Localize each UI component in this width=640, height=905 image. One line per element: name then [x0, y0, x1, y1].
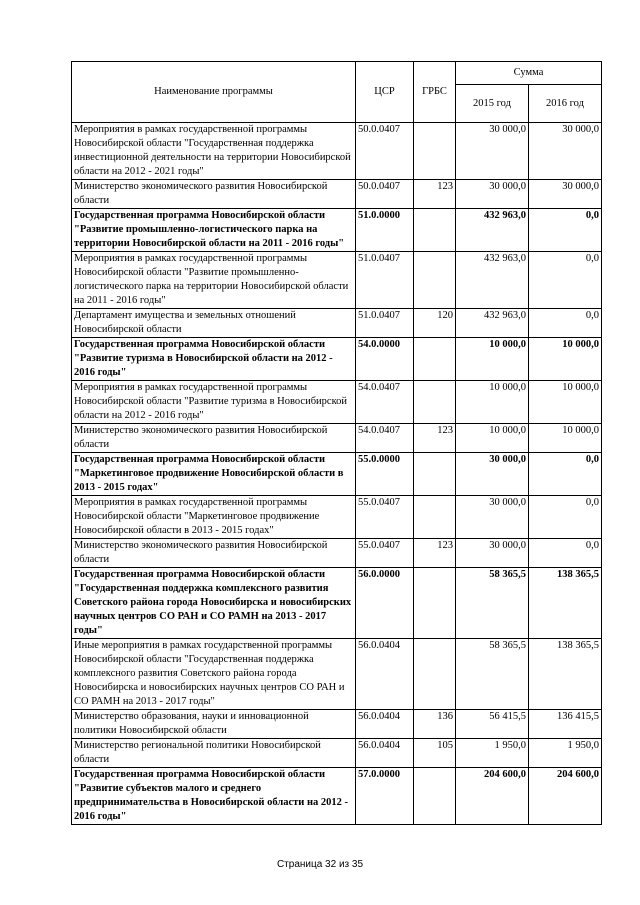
page-number: Страница 32 из 35: [276, 859, 364, 870]
cell-sum-2016: 10 000,0: [529, 381, 602, 424]
cell-program-name: Государственная программа Новосибирской области "Маркетинговое продвижение Новосибирской области в 2013 - 2015 годах": [72, 453, 356, 496]
cell-program-name: Министерство экономического развития Новосибирской области: [72, 424, 356, 453]
table-row: [72, 209, 602, 252]
cell-grbs: [414, 381, 456, 424]
header-csr: ЦСР: [356, 62, 414, 123]
cell-sum-2015: 30 000,0: [456, 453, 529, 496]
cell-program-name: Иные мероприятия в рамках государственной программы Новосибирской области "Государственная поддержка комплексного развития Советского района города Новосибирска и новосибирских научных центров СО РАН и СО РАМН на 2013 - 2017 годы": [72, 639, 356, 710]
table-row: [72, 568, 602, 639]
budget-table: [71, 61, 602, 825]
cell-grbs: [414, 338, 456, 381]
cell-csr: 50.0.0407: [356, 123, 414, 180]
header-grbs: ГРБС: [414, 62, 456, 123]
cell-program-name: Департамент имущества и земельных отношений Новосибирской области: [72, 309, 356, 338]
cell-sum-2016: 10 000,0: [529, 338, 602, 381]
cell-grbs: [414, 568, 456, 639]
cell-sum-2015: 58 365,5: [456, 639, 529, 710]
cell-sum-2015: 204 600,0: [456, 768, 529, 825]
cell-sum-2016: 0,0: [529, 309, 602, 338]
cell-grbs: 123: [414, 539, 456, 568]
cell-csr: 55.0.0407: [356, 496, 414, 539]
cell-grbs: [414, 123, 456, 180]
table-row: [72, 123, 602, 180]
cell-grbs: [414, 639, 456, 710]
cell-csr: 54.0.0407: [356, 424, 414, 453]
table-row: [72, 338, 602, 381]
cell-sum-2016: 0,0: [529, 209, 602, 252]
cell-sum-2016: 138 365,5: [529, 639, 602, 710]
cell-sum-2016: 1 950,0: [529, 739, 602, 768]
cell-program-name: Министерство экономического развития Новосибирской области: [72, 180, 356, 209]
cell-grbs: 123: [414, 424, 456, 453]
cell-sum-2016: 10 000,0: [529, 424, 602, 453]
cell-grbs: [414, 453, 456, 496]
cell-sum-2016: 30 000,0: [529, 123, 602, 180]
cell-program-name: Министерство региональной политики Новосибирской области: [72, 739, 356, 768]
cell-sum-2016: 0,0: [529, 539, 602, 568]
table-row: [72, 453, 602, 496]
cell-program-name: Мероприятия в рамках государственной программы Новосибирской области "Развитие промышленно-логистического парка на территории Новосибирской области на 2011 - 2016 годы": [72, 252, 356, 309]
cell-sum-2015: 1 950,0: [456, 739, 529, 768]
cell-sum-2016: 204 600,0: [529, 768, 602, 825]
cell-csr: 54.0.0407: [356, 381, 414, 424]
cell-grbs: 120: [414, 309, 456, 338]
cell-sum-2016: 30 000,0: [529, 180, 602, 209]
cell-csr: 56.0.0000: [356, 568, 414, 639]
cell-csr: 56.0.0404: [356, 639, 414, 710]
cell-sum-2015: 56 415,5: [456, 710, 529, 739]
cell-csr: 56.0.0404: [356, 710, 414, 739]
cell-sum-2015: 10 000,0: [456, 381, 529, 424]
cell-program-name: Государственная программа Новосибирской области "Развитие субъектов малого и среднего предпринимательства в Новосибирской области на 2012 - 2016 годы": [72, 768, 356, 825]
header-sum: Сумма: [456, 62, 602, 85]
cell-grbs: [414, 252, 456, 309]
cell-sum-2015: 10 000,0: [456, 338, 529, 381]
cell-grbs: 123: [414, 180, 456, 209]
cell-csr: 51.0.0000: [356, 209, 414, 252]
cell-grbs: [414, 209, 456, 252]
cell-csr: 56.0.0404: [356, 739, 414, 768]
cell-sum-2015: 30 000,0: [456, 539, 529, 568]
cell-grbs: 136: [414, 710, 456, 739]
cell-sum-2016: 0,0: [529, 252, 602, 309]
cell-sum-2015: 432 963,0: [456, 209, 529, 252]
header-program-name: Наименование программы: [72, 62, 356, 123]
cell-csr: 51.0.0407: [356, 252, 414, 309]
table-row: [72, 539, 602, 568]
table-row: [72, 381, 602, 424]
cell-program-name: Мероприятия в рамках государственной программы Новосибирской области "Маркетинговое продвижение Новосибирской области в 2013 - 2015 годах": [72, 496, 356, 539]
cell-csr: 55.0.0000: [356, 453, 414, 496]
cell-sum-2015: 58 365,5: [456, 568, 529, 639]
table-row: [72, 768, 602, 825]
cell-csr: 55.0.0407: [356, 539, 414, 568]
cell-sum-2016: 136 415,5: [529, 710, 602, 739]
cell-sum-2015: 30 000,0: [456, 123, 529, 180]
cell-grbs: 105: [414, 739, 456, 768]
cell-program-name: Государственная программа Новосибирской области "Государственная поддержка комплексного развития Советского района города Новосибирска и новосибирских научных центров СО РАН и СО РАМН на 2013 - 2017 годы": [72, 568, 356, 639]
table-row: [72, 252, 602, 309]
cell-sum-2015: 432 963,0: [456, 252, 529, 309]
cell-program-name: Мероприятия в рамках государственной программы Новосибирской области "Развитие туризма в Новосибирской области на 2012 - 2016 годы": [72, 381, 356, 424]
cell-program-name: Мероприятия в рамках государственной программы Новосибирской области "Государственная поддержка инвестиционной деятельности на территории Новосибирской области на 2012 - 2021 годы": [72, 123, 356, 180]
cell-sum-2015: 30 000,0: [456, 496, 529, 539]
header-year-2016: 2016 год: [529, 85, 602, 123]
cell-grbs: [414, 496, 456, 539]
cell-sum-2015: 10 000,0: [456, 424, 529, 453]
cell-sum-2016: 0,0: [529, 453, 602, 496]
cell-csr: 50.0.0407: [356, 180, 414, 209]
table-body: [72, 123, 602, 825]
table-header: [72, 62, 602, 123]
cell-program-name: Государственная программа Новосибирской области "Развитие промышленно-логистического парка на территории Новосибирской области на 2011 - 2016 годы": [72, 209, 356, 252]
table-row: [72, 639, 602, 710]
cell-sum-2016: 138 365,5: [529, 568, 602, 639]
cell-csr: 51.0.0407: [356, 309, 414, 338]
table-row: [72, 180, 602, 209]
cell-program-name: Министерство экономического развития Новосибирской области: [72, 539, 356, 568]
table-row: [72, 424, 602, 453]
cell-sum-2015: 432 963,0: [456, 309, 529, 338]
cell-csr: 54.0.0000: [356, 338, 414, 381]
cell-grbs: [414, 768, 456, 825]
cell-program-name: Министерство образования, науки и инновационной политики Новосибирской области: [72, 710, 356, 739]
table-row: [72, 710, 602, 739]
table-row: [72, 496, 602, 539]
cell-sum-2016: 0,0: [529, 496, 602, 539]
header-year-2015: 2015 год: [456, 85, 529, 123]
cell-program-name: Государственная программа Новосибирской области "Развитие туризма в Новосибирской области на 2012 - 2016 годы": [72, 338, 356, 381]
table-row: [72, 309, 602, 338]
cell-sum-2015: 30 000,0: [456, 180, 529, 209]
cell-csr: 57.0.0000: [356, 768, 414, 825]
table-row: [72, 739, 602, 768]
